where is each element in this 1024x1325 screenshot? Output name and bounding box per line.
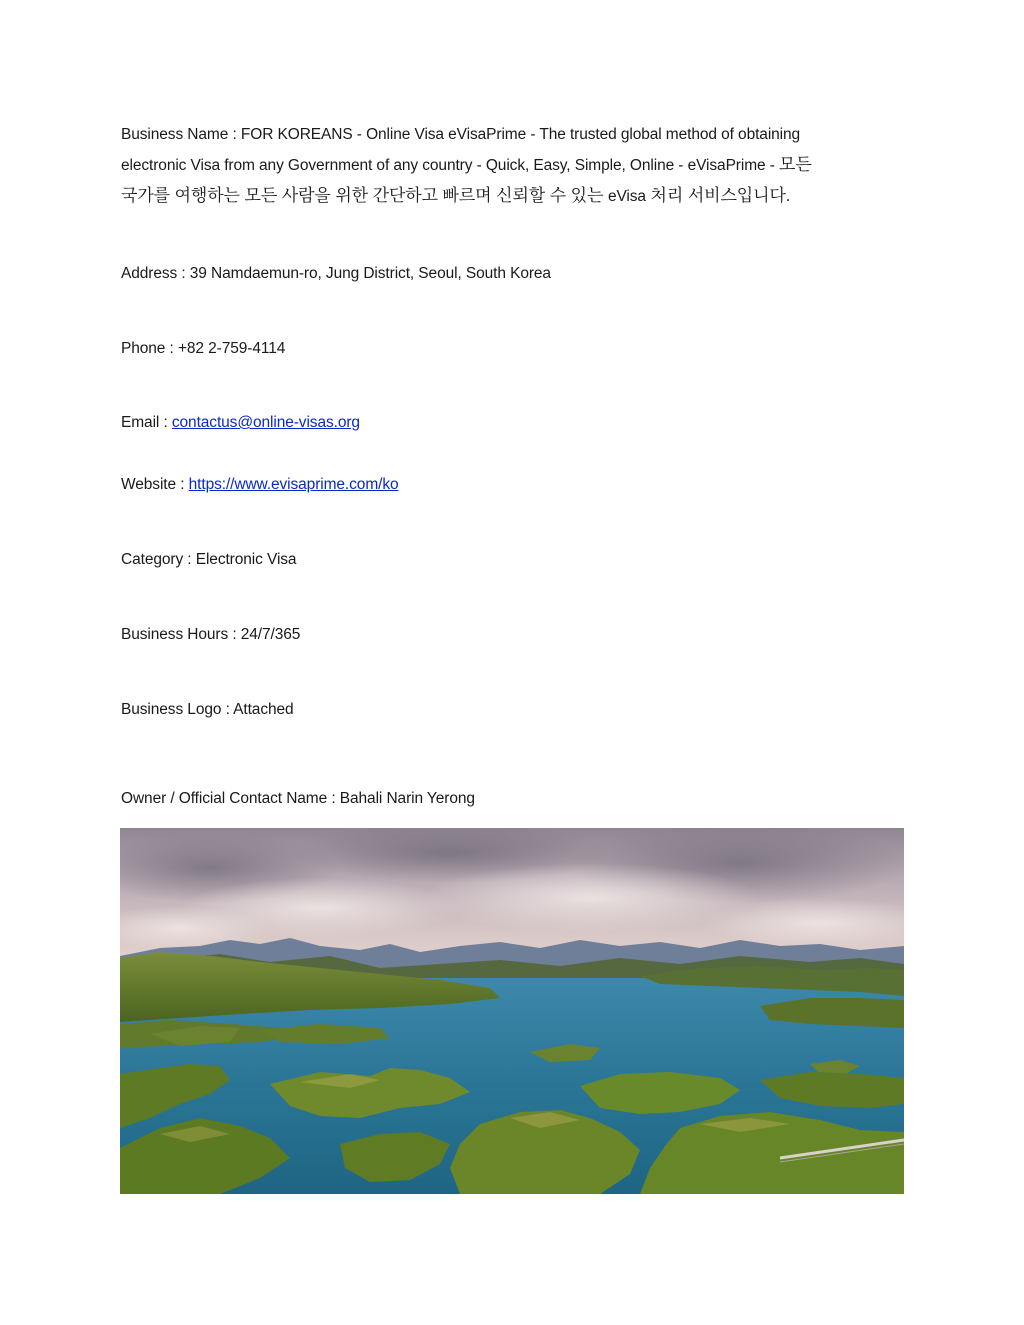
business-hours-value: 24/7/365 — [240, 626, 301, 643]
business-name-korean-1: 모든 — [779, 155, 812, 174]
email-line — [121, 414, 360, 432]
business-name-evisa: eVisa — [607, 188, 646, 205]
website-link[interactable]: https://www.evisaprime.com/ko — [188, 476, 399, 493]
website-line — [121, 476, 399, 494]
business-name-label: Business Name : — [121, 126, 241, 143]
address-label: Address : — [121, 265, 190, 282]
category-value: Electronic Visa — [195, 551, 297, 568]
phone-value: +82 2-759-4114 — [177, 340, 286, 357]
website-label: Website : — [121, 476, 189, 493]
category-label: Category : — [121, 551, 196, 568]
email-link[interactable]: contactus@online-visas.org — [171, 414, 360, 431]
landscape-illustration — [120, 828, 904, 1194]
phone-line — [121, 340, 285, 358]
email-label: Email : — [121, 414, 172, 431]
lake-islands-photo — [120, 828, 904, 1194]
owner-value: Bahali Narin Yerong — [339, 790, 475, 807]
category-line — [121, 551, 296, 569]
owner-label: Owner / Official Contact Name : — [121, 790, 340, 807]
business-name-part1: FOR KOREANS - Online Visa eVisaPrime - The trusted global method of obtaining — [240, 126, 801, 143]
owner-line — [121, 790, 475, 808]
business-name-part2: electronic Visa from any Government of any country - Quick, Easy, Simple, Online - eVisaPrime - — [121, 157, 780, 174]
address-line — [121, 265, 551, 283]
business-name-korean-3: 처리 서비스입니다. — [645, 186, 791, 205]
business-logo-label: Business Logo : — [121, 701, 234, 718]
business-hours-line — [121, 626, 300, 644]
business-logo-value: Attached — [233, 701, 294, 718]
business-hours-label: Business Hours : — [121, 626, 241, 643]
business-name-block — [121, 120, 901, 212]
business-logo-line — [121, 701, 294, 719]
address-value: 39 Namdaemun-ro, Jung District, Seoul, South Korea — [189, 265, 551, 282]
phone-label: Phone : — [121, 340, 178, 357]
business-name-korean-2: 국가를 여행하는 모든 사람을 위한 간단하고 빠르며 신뢰할 수 있는 — [121, 186, 608, 205]
